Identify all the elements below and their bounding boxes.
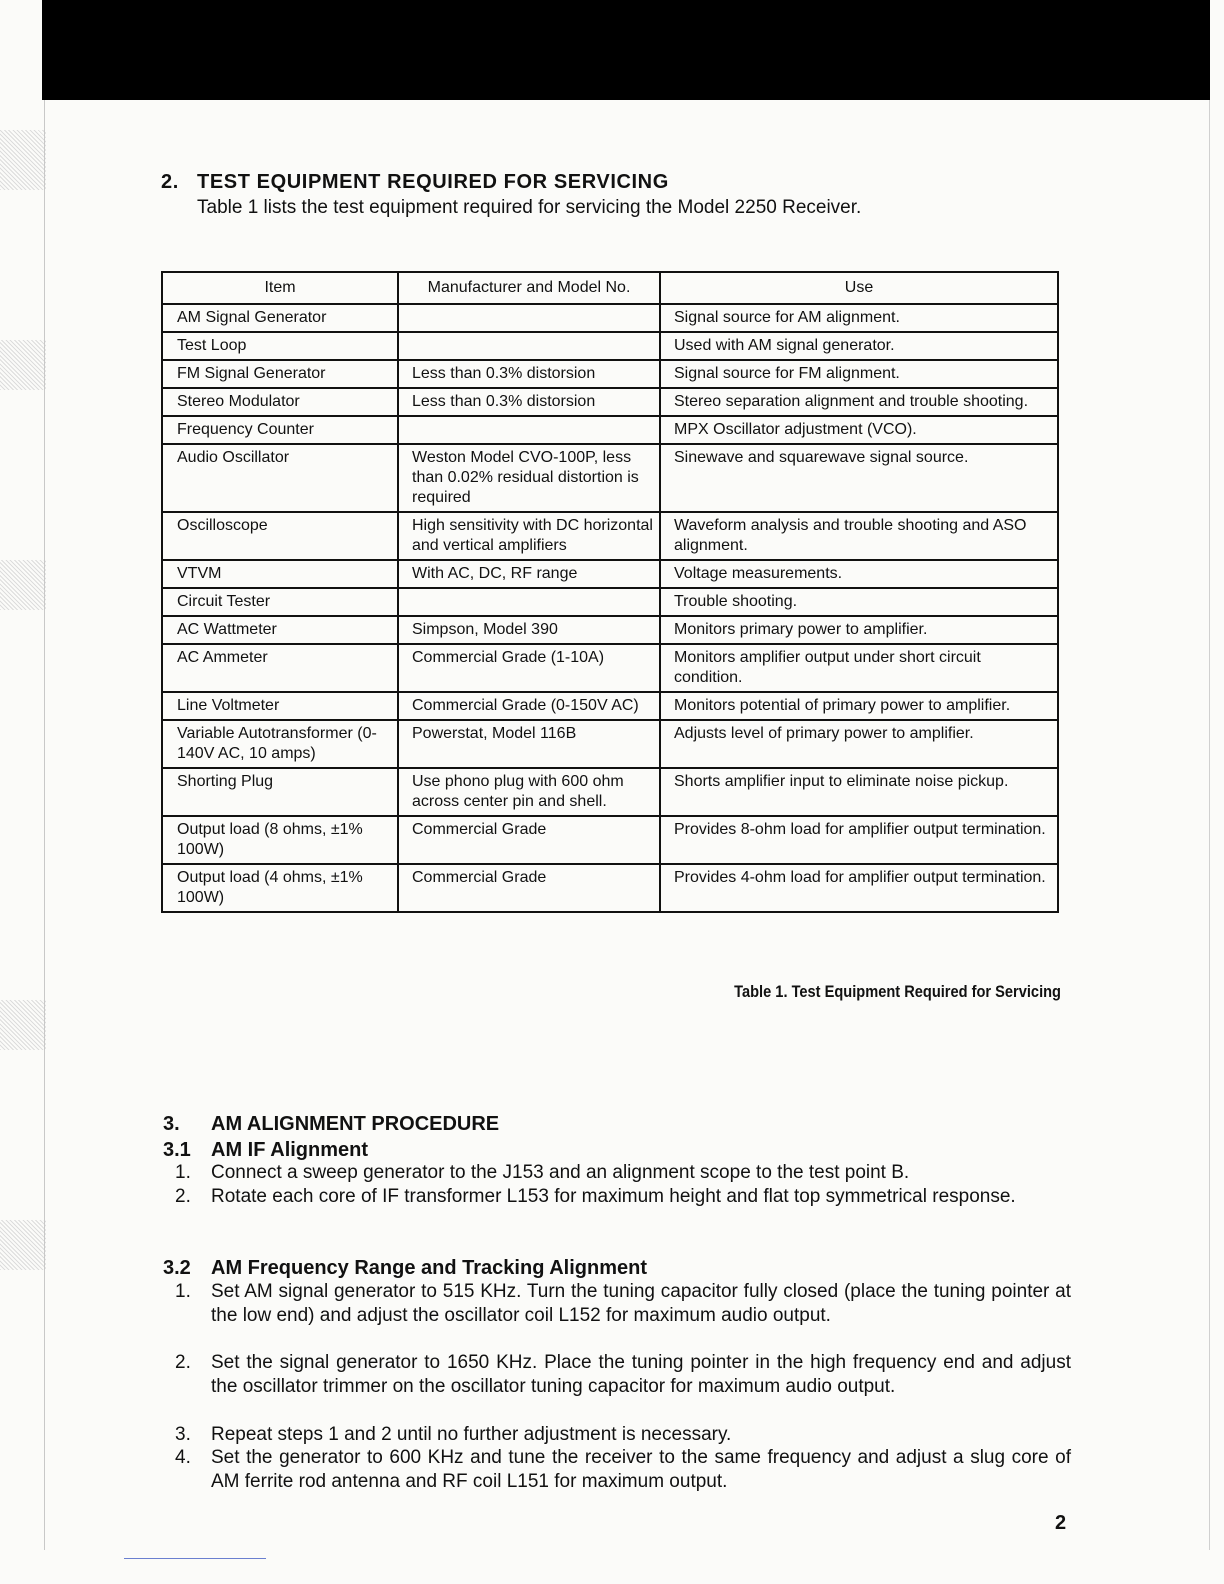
column-header: Item (162, 272, 398, 304)
table-row (162, 388, 1058, 416)
step-number: 2. (175, 1352, 191, 1373)
equipment-table (161, 271, 1059, 913)
model-cell: With AC, DC, RF range (398, 560, 660, 588)
model-cell: Commercial Grade (398, 864, 660, 912)
step-text: Connect a sweep generator to the J153 and an alignment scope to the test point B. (211, 1162, 910, 1183)
section-2-intro: Table 1 lists the test equipment required for servicing the Model 2250 Receiver. (197, 197, 862, 218)
table-row (162, 692, 1058, 720)
list-item (175, 1185, 1071, 1209)
item-cell: AC Wattmeter (162, 616, 398, 644)
item-cell: Frequency Counter (162, 416, 398, 444)
item-cell: Output load (8 ohms, ±1% 100W) (162, 816, 398, 864)
use-cell: Monitors potential of primary power to amplifier. (660, 692, 1058, 720)
model-cell: Less than 0.3% distorsion (398, 388, 660, 416)
scan-artifact (0, 130, 46, 190)
table-row (162, 304, 1058, 332)
model-cell: Powerstat, Model 116B (398, 720, 660, 768)
table-row (162, 768, 1058, 816)
step-text: Repeat steps 1 and 2 until no further adjustment is necessary. (211, 1424, 732, 1445)
section-2-heading (161, 171, 669, 194)
item-cell: Circuit Tester (162, 588, 398, 616)
scan-artifact (0, 1000, 46, 1050)
use-cell: Provides 4-ohm load for amplifier output termination. (660, 864, 1058, 912)
use-cell: Waveform analysis and trouble shooting and ASO alignment. (660, 512, 1058, 560)
step-number: 1. (175, 1162, 191, 1183)
subsection-title: AM IF Alignment (211, 1139, 369, 1161)
item-cell: VTVM (162, 560, 398, 588)
use-cell: Shorts amplifier input to eliminate noise pickup. (660, 768, 1058, 816)
table-row (162, 360, 1058, 388)
use-cell: Voltage measurements. (660, 560, 1058, 588)
item-cell: FM Signal Generator (162, 360, 398, 388)
section-number: 2. (161, 171, 179, 193)
item-cell: Stereo Modulator (162, 388, 398, 416)
column-header: Use (660, 272, 1058, 304)
top-black-bar (42, 0, 1210, 100)
use-cell: Stereo separation alignment and trouble shooting. (660, 388, 1058, 416)
item-cell: AC Ammeter (162, 644, 398, 692)
use-cell: Signal source for FM alignment. (660, 360, 1058, 388)
page-number: 2 (1055, 1512, 1067, 1534)
use-cell: Monitors primary power to amplifier. (660, 616, 1058, 644)
scan-artifact (0, 1220, 46, 1270)
table-row (162, 616, 1058, 644)
scan-artifact (0, 340, 46, 390)
step-number: 3. (175, 1424, 191, 1445)
table-row (162, 816, 1058, 864)
use-cell: Sinewave and squarewave signal source. (660, 444, 1058, 512)
subsection-3-2-heading (163, 1257, 647, 1280)
model-cell: Commercial Grade (1-10A) (398, 644, 660, 692)
use-cell: Adjusts level of primary power to amplifier. (660, 720, 1058, 768)
section-title: AM ALIGNMENT PROCEDURE (211, 1113, 500, 1135)
use-cell: Trouble shooting. (660, 588, 1058, 616)
step-number: 4. (175, 1447, 191, 1468)
use-cell: MPX Oscillator adjustment (VCO). (660, 416, 1058, 444)
step-text: Set the generator to 600 KHz and tune the receiver to the same frequency and adjust a slug core of AM ferrite rod antenna and RF coil L151 for maximum output. (211, 1447, 1071, 1492)
table-header-row (162, 272, 1058, 304)
model-cell: Commercial Grade (0-150V AC) (398, 692, 660, 720)
table-row (162, 332, 1058, 360)
section-3-heading (163, 1113, 499, 1136)
column-header: Manufacturer and Model No. (398, 272, 660, 304)
step-text: Set AM signal generator to 515 KHz. Turn the tuning capacitor fully closed (place the tuning pointer at the low end) and adjust the oscillator coil L152 for maximum audio output. (211, 1281, 1071, 1326)
table-row (162, 444, 1058, 512)
step-number: 2. (175, 1186, 191, 1207)
item-cell: Shorting Plug (162, 768, 398, 816)
item-cell: Variable Autotransformer (0-140V AC, 10 amps) (162, 720, 398, 768)
list-item (175, 1161, 1071, 1185)
table-row (162, 416, 1058, 444)
model-cell: Less than 0.3% distorsion (398, 360, 660, 388)
list-item (175, 1446, 1071, 1494)
model-cell (398, 332, 660, 360)
model-cell (398, 304, 660, 332)
subsection-number: 3.2 (163, 1257, 191, 1279)
use-cell: Signal source for AM alignment. (660, 304, 1058, 332)
scan-left-edge (44, 100, 45, 1550)
step-text: Set the signal generator to 1650 KHz. Place the tuning pointer in the high frequency end and adjust the oscillator trimmer on the oscillator tuning capacitor for maximum audio output. (211, 1352, 1071, 1397)
subsection-3-1-heading (163, 1139, 368, 1162)
scan-right-edge (1209, 100, 1210, 1550)
item-cell: Output load (4 ohms, ±1% 100W) (162, 864, 398, 912)
scan-artifact (0, 560, 46, 610)
item-cell: Oscilloscope (162, 512, 398, 560)
list-item (175, 1280, 1071, 1328)
table-row (162, 644, 1058, 692)
subsection-title: AM Frequency Range and Tracking Alignment (211, 1257, 647, 1279)
model-cell (398, 416, 660, 444)
table-row (162, 720, 1058, 768)
use-cell: Used with AM signal generator. (660, 332, 1058, 360)
section-number: 3. (163, 1113, 180, 1135)
use-cell: Monitors amplifier output under short circuit condition. (660, 644, 1058, 692)
model-cell: High sensitivity with DC horizontal and vertical amplifiers (398, 512, 660, 560)
section-title: TEST EQUIPMENT REQUIRED FOR SERVICING (197, 171, 669, 193)
item-cell: AM Signal Generator (162, 304, 398, 332)
model-cell: Simpson, Model 390 (398, 616, 660, 644)
table-row (162, 588, 1058, 616)
step-number: 1. (175, 1281, 191, 1302)
list-item (175, 1423, 1071, 1447)
bottom-rule (124, 1558, 266, 1559)
table-caption: Table 1. Test Equipment Required for Servicing (734, 982, 1061, 1001)
item-cell: Line Voltmeter (162, 692, 398, 720)
table-row (162, 864, 1058, 912)
table-row (162, 512, 1058, 560)
step-text: Rotate each core of IF transformer L153 for maximum height and flat top symmetrical response. (211, 1186, 1016, 1207)
model-cell: Commercial Grade (398, 816, 660, 864)
subsection-number: 3.1 (163, 1139, 191, 1161)
use-cell: Provides 8-ohm load for amplifier output termination. (660, 816, 1058, 864)
list-item (175, 1351, 1071, 1399)
model-cell: Weston Model CVO-100P, less than 0.02% residual distortion is required (398, 444, 660, 512)
table-row (162, 560, 1058, 588)
item-cell: Test Loop (162, 332, 398, 360)
item-cell: Audio Oscillator (162, 444, 398, 512)
model-cell: Use phono plug with 600 ohm across center pin and shell. (398, 768, 660, 816)
model-cell (398, 588, 660, 616)
